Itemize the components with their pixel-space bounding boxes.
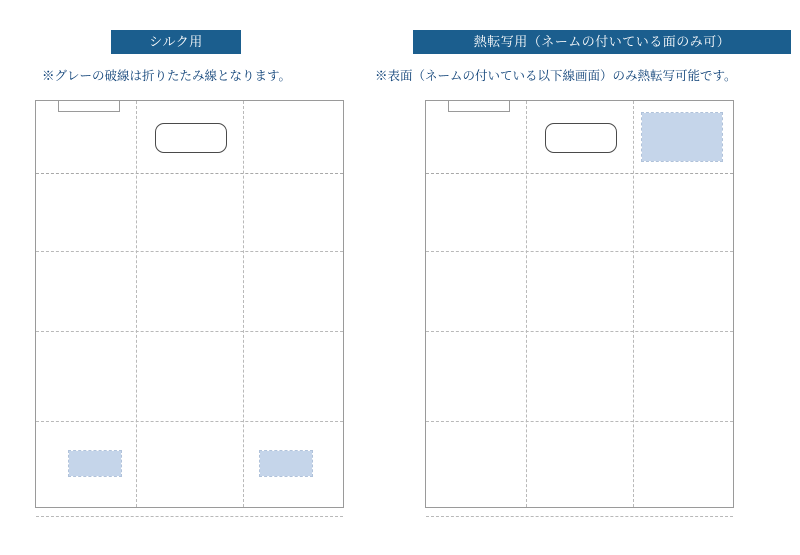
print-area bbox=[260, 451, 312, 476]
fold-line-horizontal bbox=[36, 173, 343, 174]
bag-diagram-thermal bbox=[425, 100, 734, 508]
fold-line-vertical bbox=[526, 101, 527, 507]
panel-silk-note: ※グレーの破線は折りたたみ線となります。 bbox=[42, 69, 292, 83]
fold-line-horizontal bbox=[426, 516, 733, 517]
fold-line-horizontal bbox=[426, 173, 733, 174]
fold-line-horizontal bbox=[426, 421, 733, 422]
print-area bbox=[642, 113, 722, 161]
top-flap bbox=[448, 101, 510, 112]
fold-line-horizontal bbox=[426, 331, 733, 332]
print-area bbox=[69, 451, 121, 476]
panel-thermal-badge: 熱転写用（ネームの付いている面のみ可） bbox=[413, 30, 791, 54]
name-plate bbox=[155, 123, 227, 153]
panel-thermal-note: ※表面（ネームの付いている以下線画面）のみ熱転写可能です。 bbox=[375, 69, 737, 83]
fold-line-horizontal bbox=[36, 251, 343, 252]
fold-line-horizontal bbox=[36, 331, 343, 332]
bag-diagram-silk bbox=[35, 100, 344, 508]
fold-line-vertical bbox=[243, 101, 244, 507]
panel-silk-badge: シルク用 bbox=[111, 30, 241, 54]
fold-line-horizontal bbox=[426, 251, 733, 252]
top-flap bbox=[58, 101, 120, 112]
fold-line-horizontal bbox=[36, 421, 343, 422]
fold-line-vertical bbox=[136, 101, 137, 507]
fold-line-vertical bbox=[633, 101, 634, 507]
fold-line-horizontal bbox=[36, 516, 343, 517]
name-plate bbox=[545, 123, 617, 153]
